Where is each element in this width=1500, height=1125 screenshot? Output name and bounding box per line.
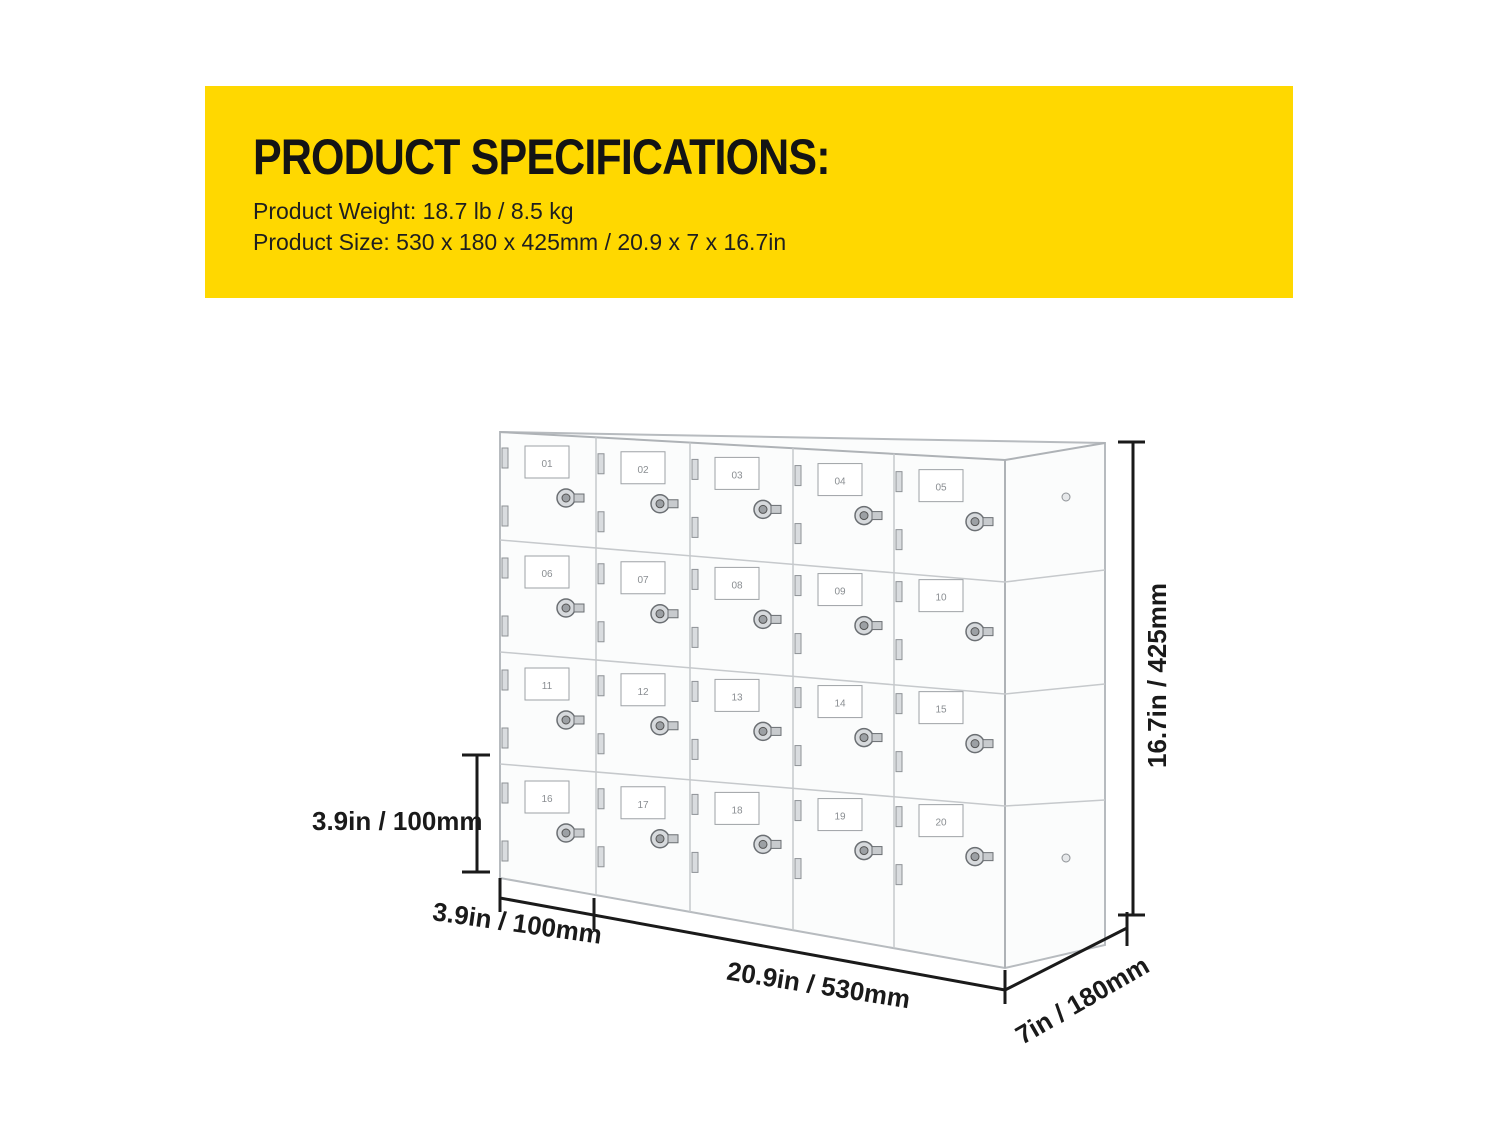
door-hinge [795,859,801,879]
depth-dimension-label: 7in / 180mm [1010,949,1155,1051]
height-dimension-label: 16.7in / 425mm [1142,583,1172,768]
door-number: 14 [834,698,846,710]
lock-cam [771,505,781,513]
door-hinge [795,746,801,766]
lock-cam [574,494,584,502]
lock-cam [668,500,678,508]
door-hinge [692,681,698,701]
lock-cam [983,740,993,748]
door-hinge [896,640,902,660]
door-number: 16 [541,794,553,805]
door-hinge [502,616,508,636]
door-hinge [795,688,801,708]
door-hinge [598,789,604,809]
lock-cam [872,847,882,855]
door-hinge [692,794,698,814]
lock-cam [668,722,678,730]
lock-keyhole [656,835,664,843]
door-hinge [502,506,508,526]
door-number: 13 [731,692,743,704]
door-number: 18 [731,805,743,817]
door-hinge [896,582,902,602]
door-number: 11 [541,681,553,692]
door-hinge [692,517,698,537]
lock-cam [983,628,993,636]
door-number: 07 [637,574,649,586]
door-hinge [896,865,902,885]
door-hinge [502,448,508,468]
door-hinge [598,734,604,754]
door-number: 19 [834,811,846,823]
door-hinge [896,752,902,772]
lock-keyhole [656,722,664,730]
door-number: 02 [637,464,649,476]
mount-hole [1062,493,1070,501]
compartment-height-label: 3.9in / 100mm [312,806,483,836]
door-hinge [598,676,604,696]
door-hinge [795,466,801,486]
door-hinge [896,694,902,714]
product-weight: Product Weight: 18.7 lb / 8.5 kg [253,198,574,224]
door-hinge [502,841,508,861]
lock-keyhole [860,622,868,630]
door-hinge [598,512,604,532]
lock-cam [771,840,781,848]
lock-cam [872,512,882,520]
door-number: 20 [935,817,947,829]
lock-cam [983,518,993,526]
door-number: 08 [731,580,743,592]
door-number: 15 [935,704,947,716]
door-hinge [692,627,698,647]
lock-cam [771,727,781,735]
door-hinge [692,459,698,479]
door-hinge [896,472,902,492]
lock-cam [574,829,584,837]
width-dimension-label: 20.9in / 530mm [724,955,913,1015]
door-hinge [896,530,902,550]
door-hinge [692,852,698,872]
lock-cam [668,835,678,843]
lock-cam [574,716,584,724]
lock-keyhole [562,829,570,837]
lock-keyhole [759,615,767,623]
product-size: Product Size: 530 x 180 x 425mm / 20.9 x 7 x 16.7in [253,229,787,255]
lock-keyhole [759,840,767,848]
door-hinge [896,807,902,827]
lock-keyhole [860,512,868,520]
lock-keyhole [971,740,979,748]
lock-cam [872,622,882,630]
door-number: 05 [935,482,947,494]
lock-keyhole [562,494,570,502]
door-hinge [502,783,508,803]
lock-cam [574,604,584,612]
door-number: 04 [834,476,846,488]
door-hinge [502,728,508,748]
door-number: 10 [935,592,947,604]
door-number: 12 [637,686,649,698]
lock-cam [872,734,882,742]
door-hinge [598,847,604,867]
door-number: 06 [541,569,553,580]
lock-cam [668,610,678,618]
door-number: 03 [731,470,743,482]
door-hinge [598,622,604,642]
door-hinge [502,670,508,690]
lock-keyhole [759,727,767,735]
lock-keyhole [860,734,868,742]
lock-keyhole [656,500,664,508]
lock-keyhole [971,518,979,526]
compartment-width-label: 3.9in / 100mm [430,896,604,950]
door-hinge [795,524,801,544]
spec-title: PRODUCT SPECIFICATIONS: [253,129,830,185]
door-hinge [598,454,604,474]
lock-keyhole [860,847,868,855]
lock-keyhole [971,853,979,861]
mount-hole [1062,854,1070,862]
lock-keyhole [562,716,570,724]
lock-keyhole [971,628,979,636]
door-number: 09 [834,586,846,598]
door-hinge [598,564,604,584]
lock-cam [771,615,781,623]
door-hinge [795,634,801,654]
door-hinge [795,576,801,596]
door-hinge [502,558,508,578]
lock-keyhole [759,505,767,513]
acrylic-cabinet [500,432,1105,968]
lock-keyhole [656,610,664,618]
door-hinge [692,739,698,759]
door-hinge [795,801,801,821]
lock-cam [983,853,993,861]
door-hinge [692,569,698,589]
door-number: 17 [637,799,649,811]
lock-keyhole [562,604,570,612]
cabinet-body [500,432,1105,968]
door-number: 01 [541,459,553,470]
